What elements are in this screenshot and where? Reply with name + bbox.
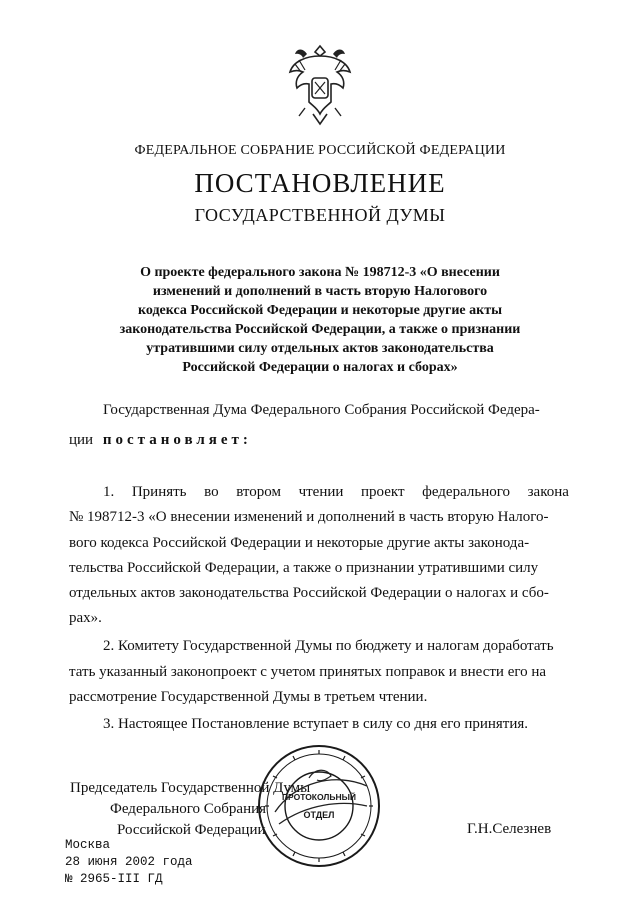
para1-word: во <box>204 484 219 500</box>
preamble-line: Государственная Дума Федерального Собрания Российской Федера- <box>103 402 540 418</box>
document-type-title: ПОСТАНОВЛЕНИЕ <box>194 168 446 198</box>
signatory-name: Г.Н.Селезнев <box>467 821 552 837</box>
para2-line: тать указанный законопроект с учетом принятых поправок и внести его на <box>69 664 547 680</box>
para1-word: федерального <box>422 484 511 500</box>
document-meta <box>65 837 193 888</box>
organization-header: ФЕДЕРАЛЬНОЕ СОБРАНИЕ РОССИЙСКОЙ ФЕДЕРАЦИИ <box>134 143 506 158</box>
subject-line: законодательства Российской Федерации, а также о признании <box>119 322 521 337</box>
para1-first-line <box>103 484 569 501</box>
resolves-word: постановляет: <box>102 432 252 448</box>
meta-city: Москва <box>65 838 111 852</box>
para1-line: рах». <box>69 610 102 626</box>
subject-heading <box>90 263 550 377</box>
para2-line: рассмотрение Государственной Думы в третьем чтении. <box>69 689 428 705</box>
subject-line: кодекса Российской Федерации и некоторые другие акты <box>138 303 502 318</box>
preamble-line <box>69 432 252 449</box>
para1-word: чтении <box>298 484 344 500</box>
para1-word: втором <box>236 484 281 500</box>
meta-date: 28 июня 2002 года <box>65 855 193 869</box>
subject-line: изменений и дополнений в часть вторую Налогового <box>152 284 488 299</box>
coat-of-arms-emblem-icon <box>285 42 355 126</box>
signature-title-line: Российской Федерации <box>117 822 266 838</box>
para1-line: тельства Российской Федерации, а также о признании утратившими силу <box>69 560 539 576</box>
para1-word: проект <box>361 484 405 500</box>
para1-word: Принять <box>131 484 187 500</box>
subject-line: О проекте федерального закона № 198712-3 «О внесении <box>140 265 500 280</box>
para3-line: 3. Настоящее Постановление вступает в силу со дня его принятия. <box>103 716 529 732</box>
stamp-text-bottom: ОТДЕЛ <box>303 810 335 820</box>
stamp-text-top: ПРОТОКОЛЬНЫЙ <box>281 792 357 802</box>
signature-title-line: Председатель Государственной Думы <box>70 780 311 796</box>
para1-word: закона <box>527 484 569 500</box>
preamble-prefix: ции <box>69 432 94 448</box>
para2-line: 2. Комитету Государственной Думы по бюджету и налогам доработать <box>103 638 554 654</box>
para1-line: вого кодекса Российской Федерации и некоторые другие акты законода- <box>69 535 530 551</box>
issuer-title: ГОСУДАРСТВЕННОЙ ДУМЫ <box>194 205 446 225</box>
subject-line: утратившими силу отдельных актов законодательства <box>146 341 494 356</box>
official-seal-stamp-icon <box>255 742 383 870</box>
signature-title-line: Федерального Собрания <box>110 801 267 817</box>
para1-word: 1. <box>103 484 115 500</box>
subject-line: Российской Федерации о налогах и сборах» <box>182 360 458 375</box>
para1-line: отдельных актов законодательства Российской Федерации о налогах и сбо- <box>69 585 549 601</box>
para1-line: № 198712-3 «О внесении изменений и дополнений в часть вторую Налого- <box>69 509 549 525</box>
meta-number: № 2965-III ГД <box>65 872 163 886</box>
